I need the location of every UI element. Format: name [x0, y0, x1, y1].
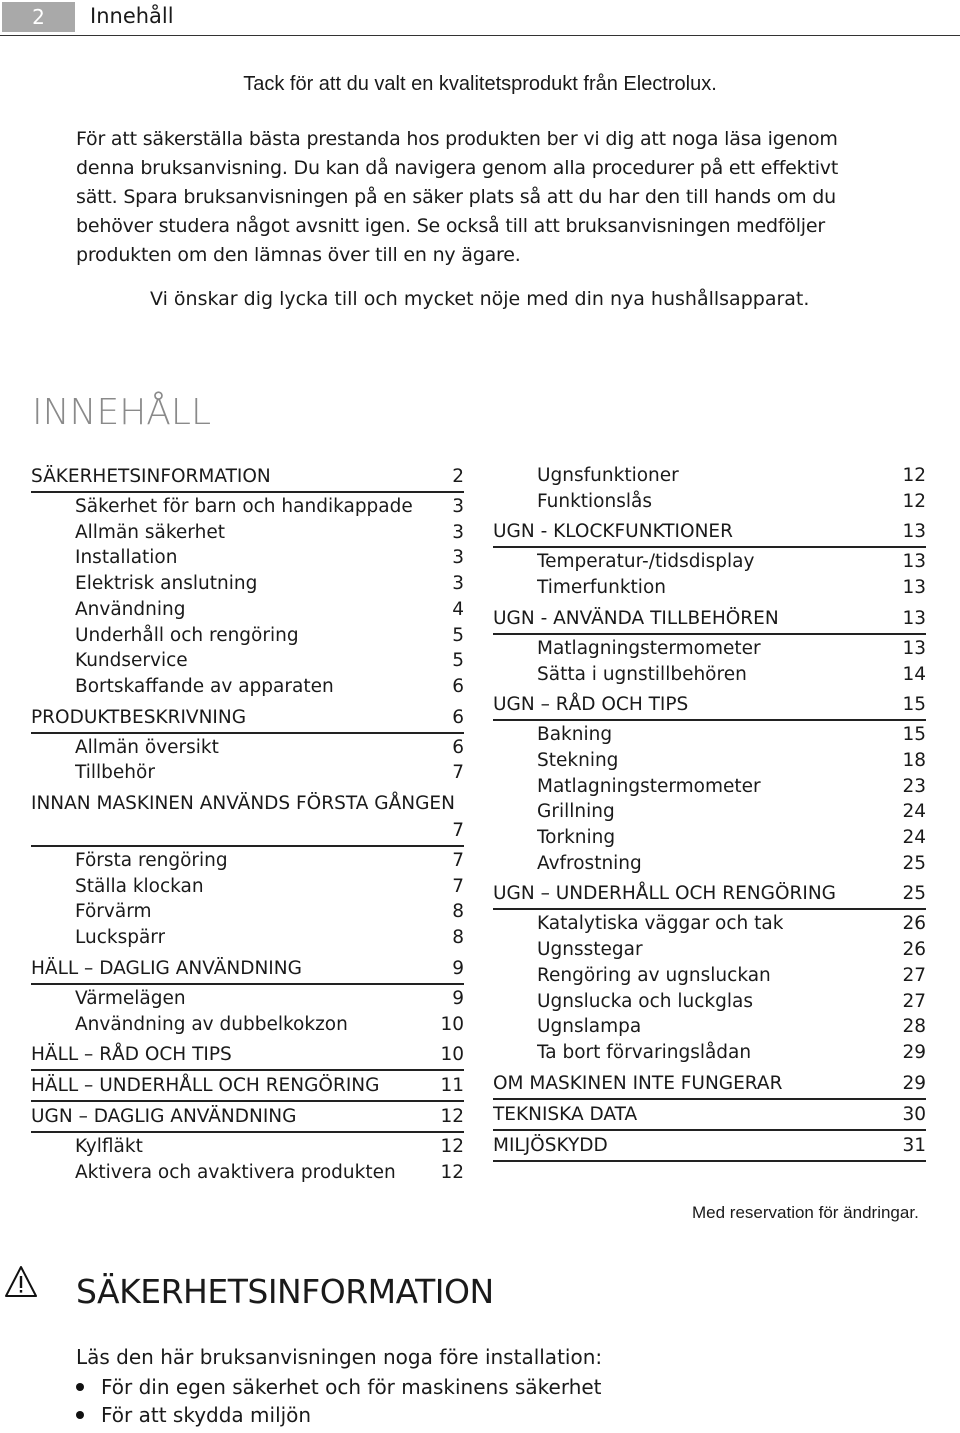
toc-entry-page: 24: [902, 801, 926, 823]
toc-subsection-entry[interactable]: [75, 874, 464, 900]
toc-entry-title: Tillbehör: [75, 762, 155, 784]
toc-section-entry[interactable]: [31, 955, 464, 982]
toc-entry-page: 7: [452, 762, 464, 784]
toc-subsection-entry[interactable]: [537, 825, 926, 851]
toc-entry-title: SÄKERHETSINFORMATION: [31, 466, 271, 487]
toc-entry-title: HÄLL – DAGLIG ANVÄNDNING: [31, 957, 302, 979]
toc-entry-page: 28: [902, 1016, 926, 1038]
toc-entry-page: 24: [902, 827, 926, 849]
toc-subsection-entry[interactable]: [75, 648, 464, 674]
toc-entry-page: 5: [452, 650, 464, 672]
toc-subsection-entry[interactable]: [537, 1014, 926, 1040]
toc-subsection-entry[interactable]: [537, 989, 926, 1015]
toc-entry-page: 12: [440, 1106, 464, 1128]
toc-entry-title: Ugnslucka och luckglas: [537, 990, 753, 1012]
toc-heading: INNEHÅLL: [32, 392, 212, 433]
toc-entry-title: UGN – DAGLIG ANVÄNDNING: [31, 1106, 297, 1128]
toc-entry-page: 8: [452, 927, 464, 949]
toc-entry-page: 9: [452, 957, 464, 979]
toc-entry-page: 6: [452, 736, 464, 758]
thanks-text: Tack för att du valt en kvalitetsprodukt från Electrolux.: [243, 73, 717, 95]
toc-entry-page: 30: [902, 1103, 926, 1125]
toc-entry-page: 4: [452, 598, 464, 620]
toc-entry-title: Kylfläkt: [75, 1136, 143, 1158]
toc-entry-page: 23: [902, 775, 926, 797]
toc-subsection-entry[interactable]: [75, 1012, 464, 1038]
toc-entry-title: UGN – UNDERHÅLL OCH RENGÖRING: [493, 883, 836, 905]
wish-text: Vi önskar dig lycka till och mycket nöje med din nya hushållsapparat.: [150, 288, 810, 310]
toc-subsection-entry[interactable]: [537, 937, 926, 963]
toc-entry-title: Förvärm: [75, 901, 152, 923]
toc-entry-page: 25: [902, 883, 926, 905]
toc-subsection-entry[interactable]: [537, 851, 926, 877]
toc-entry-page: 3: [452, 496, 464, 517]
toc-entry-title: Avfrostning: [537, 852, 642, 874]
toc-entry-title: HÄLL – RÅD OCH TIPS: [31, 1044, 232, 1066]
toc-entry-page: 5: [452, 624, 464, 646]
toc-subsection-entry[interactable]: [537, 636, 926, 662]
toc-section-entry[interactable]: [493, 691, 926, 718]
toc-section-entry[interactable]: [31, 463, 464, 490]
toc-entry-page: 11: [440, 1075, 464, 1097]
toc-entry-title: Kundservice: [75, 650, 188, 672]
toc-entry-title: PRODUKTBESKRIVNING: [31, 706, 247, 728]
toc-entry-page: 6: [452, 675, 464, 697]
toc-entry-page: 3: [452, 547, 464, 569]
header-title: Innehåll: [90, 4, 174, 28]
toc-section-entry[interactable]: [31, 704, 464, 731]
page-header: [0, 0, 960, 36]
toc-entry-title: Matlagningstermometer: [537, 637, 761, 659]
toc-entry-title: Bakning: [537, 724, 613, 746]
toc-entry-page: 13: [902, 521, 926, 543]
toc-entry-page: 18: [902, 749, 926, 771]
toc-entry-title: Temperatur-/tidsdisplay: [537, 551, 755, 573]
toc-subsection-entry[interactable]: [75, 571, 464, 597]
toc-entry-page: 2: [452, 466, 464, 487]
toc-entry-page: 26: [902, 913, 926, 935]
header-divider: [0, 35, 960, 36]
toc-subsection-entry[interactable]: [537, 575, 926, 601]
toc-subsection-entry[interactable]: [537, 662, 926, 688]
toc-entry-page: 8: [452, 901, 464, 923]
toc-section-entry[interactable]: [493, 880, 926, 907]
toc-entry-title: Ta bort förvaringslådan: [537, 1041, 752, 1063]
toc-entry-title: Katalytiska väggar och tak: [537, 913, 784, 935]
toc-entry-page: 9: [452, 987, 464, 1009]
toc-entry-page: 7: [452, 850, 464, 872]
toc-section-entry[interactable]: [493, 605, 926, 632]
page-number: 2: [2, 2, 75, 32]
toc-entry-title: Funktionslås: [537, 490, 652, 512]
toc-subsection-entry[interactable]: [537, 748, 926, 774]
toc-right-column: [493, 463, 926, 1159]
toc-subsection-entry[interactable]: [537, 911, 926, 937]
toc-section-entry[interactable]: [31, 1103, 464, 1130]
toc-subsection-entry[interactable]: [75, 1134, 464, 1160]
toc-subsection-entry[interactable]: [75, 735, 464, 761]
toc-subsection-entry[interactable]: [537, 774, 926, 800]
intro-paragraph: För att säkerställa bästa prestanda hos produkten ber vi dig att noga läsa igenom denna bruksanvisning. Du kan då navigera genom alla procedurer på ett effektivt sätt. Spara bruksanvisningen på en säker plats så att du har den till hands om du behöver studera något avsnitt igen. Se också till att bruksanvisningen medföljer produkten om den lämnas över till en ny ägare.: [76, 128, 839, 266]
toc-entry-page: 7: [452, 820, 464, 842]
toc-subsection-entry[interactable]: [537, 489, 926, 515]
toc-entry-title: Rengöring av ugnsluckan: [537, 964, 771, 986]
toc-entry-title: Säkerhet för barn och handikappade: [75, 496, 413, 517]
toc-entry-page: 13: [902, 607, 926, 629]
toc-entry-title: Installation: [75, 547, 178, 569]
toc-subsection-entry[interactable]: [75, 1160, 464, 1186]
toc-entry-title: Värmelägen: [75, 987, 186, 1009]
toc-entry-title: Aktivera och avaktivera produkten: [75, 1161, 396, 1183]
toc-entry-title: INNAN MASKINEN ANVÄNDS FÖRSTA GÅNGEN: [31, 793, 455, 815]
safety-section-title: SÄKERHETSINFORMATION: [76, 1272, 494, 1311]
toc-entry-title: MILJÖSKYDD: [493, 1134, 608, 1156]
toc-section-entry[interactable]: [493, 1101, 926, 1128]
toc-entry-title: Användning: [75, 598, 186, 620]
toc-entry-title: Första rengöring: [75, 850, 228, 872]
toc-entry-title: HÄLL – UNDERHÅLL OCH RENGÖRING: [31, 1075, 380, 1097]
toc-entry-title: Stekning: [537, 749, 619, 771]
toc-entry-title: Användning av dubbelkokzon: [75, 1013, 348, 1035]
toc-entry-page: 25: [902, 852, 926, 874]
toc-entry-page: 10: [440, 1044, 464, 1066]
toc-subsection-entry[interactable]: [75, 597, 464, 623]
toc-entry-title: UGN - ANVÄNDA TILLBEHÖREN: [493, 607, 779, 629]
toc-entry-page: 15: [902, 724, 926, 746]
toc-entry-title: Matlagningstermometer: [537, 775, 761, 797]
toc-subsection-entry[interactable]: [75, 899, 464, 925]
toc-section-entry[interactable]: [31, 790, 464, 844]
toc-entry-title: OM MASKINEN INTE FUNGERAR: [493, 1072, 783, 1094]
toc-subsection-entry[interactable]: [75, 623, 464, 649]
toc-entry-page: 3: [452, 521, 464, 543]
toc-entry-title: Ugnslampa: [537, 1016, 642, 1038]
toc-subsection-entry[interactable]: [75, 494, 464, 520]
toc-entry-page: 12: [440, 1136, 464, 1158]
bullet-icon: [76, 1411, 84, 1419]
toc-entry-page: 15: [902, 694, 926, 716]
safety-intro-text: Läs den här bruksanvisningen noga före installation:: [76, 1345, 603, 1369]
toc-subsection-entry[interactable]: [75, 986, 464, 1012]
toc-entry-page: 10: [440, 1013, 464, 1035]
toc-entry-page: 13: [902, 551, 926, 573]
toc-subsection-entry[interactable]: [75, 674, 464, 700]
toc-entry-title: Luckspärr: [75, 927, 166, 949]
toc-entry-page: 7: [452, 875, 464, 897]
toc-entry-page: 12: [902, 490, 926, 512]
list-item: För din egen säkerhet och för maskinens säkerhet: [76, 1373, 602, 1401]
toc-entry-title: TEKNISKA DATA: [493, 1103, 638, 1125]
toc-section-entry[interactable]: [493, 1132, 926, 1159]
toc-entry-title: Underhåll och rengöring: [75, 624, 299, 646]
warning-triangle-icon: [4, 1265, 38, 1299]
toc-entry-title: Bortskaffande av apparaten: [75, 675, 334, 697]
toc-section-entry[interactable]: [31, 1072, 464, 1099]
toc-subsection-entry[interactable]: [75, 848, 464, 874]
safety-bullet-list: [76, 1373, 602, 1429]
bullet-icon: [76, 1383, 84, 1391]
toc-entry-title: UGN – RÅD OCH TIPS: [493, 694, 689, 716]
toc-entry-title: Ugnsfunktioner: [537, 465, 679, 486]
toc-entry-page: 29: [902, 1072, 926, 1094]
toc-entry-page: 12: [902, 465, 926, 486]
toc-entry-title: Timerfunktion: [537, 577, 666, 599]
toc-subsection-entry[interactable]: [75, 545, 464, 571]
toc-subsection-entry[interactable]: [537, 963, 926, 989]
toc-subsection-entry[interactable]: [537, 722, 926, 748]
toc-entry-title: UGN - KLOCKFUNKTIONER: [493, 521, 733, 543]
toc-left-column: [31, 463, 464, 1186]
toc-entry-page: 13: [902, 637, 926, 659]
toc-section-entry[interactable]: [31, 1041, 464, 1068]
toc-entry-page: 31: [902, 1134, 926, 1156]
toc-subsection-entry[interactable]: [75, 925, 464, 951]
toc-subsection-entry[interactable]: [75, 520, 464, 546]
toc-section-entry[interactable]: [493, 1070, 926, 1097]
toc-entry-page: 29: [902, 1041, 926, 1063]
list-item: För att skydda miljön: [76, 1401, 602, 1429]
toc-entry-title: Sätta i ugnstillbehören: [537, 663, 747, 685]
toc-entry-title: Allmän säkerhet: [75, 521, 225, 543]
toc-subsection-entry[interactable]: [537, 463, 926, 489]
toc-entry-title: Ugnsstegar: [537, 939, 643, 961]
toc-entry-title: Elektrisk anslutning: [75, 573, 258, 595]
toc-entry-title: Grillning: [537, 801, 615, 823]
toc-subsection-entry[interactable]: [537, 549, 926, 575]
toc-subsection-entry[interactable]: [75, 760, 464, 786]
toc-entry-page: 27: [902, 964, 926, 986]
toc-entry-page: 14: [902, 663, 926, 685]
reservation-note: Med reservation för ändringar.: [692, 1203, 919, 1222]
toc-entry-title: Allmän översikt: [75, 736, 219, 758]
toc-entry-page: 27: [902, 990, 926, 1012]
toc-entry-page: 3: [452, 573, 464, 595]
toc-section-entry[interactable]: [493, 518, 926, 545]
toc-entry-page: 6: [452, 706, 464, 728]
toc-entry-page: 13: [902, 577, 926, 599]
toc-entry-page: 26: [902, 939, 926, 961]
toc-subsection-entry[interactable]: [537, 1040, 926, 1066]
toc-entry-title: Torkning: [537, 827, 616, 849]
toc-entry-title: Ställa klockan: [75, 875, 204, 897]
toc-entry-page: 12: [440, 1161, 464, 1183]
toc-subsection-entry[interactable]: [537, 799, 926, 825]
